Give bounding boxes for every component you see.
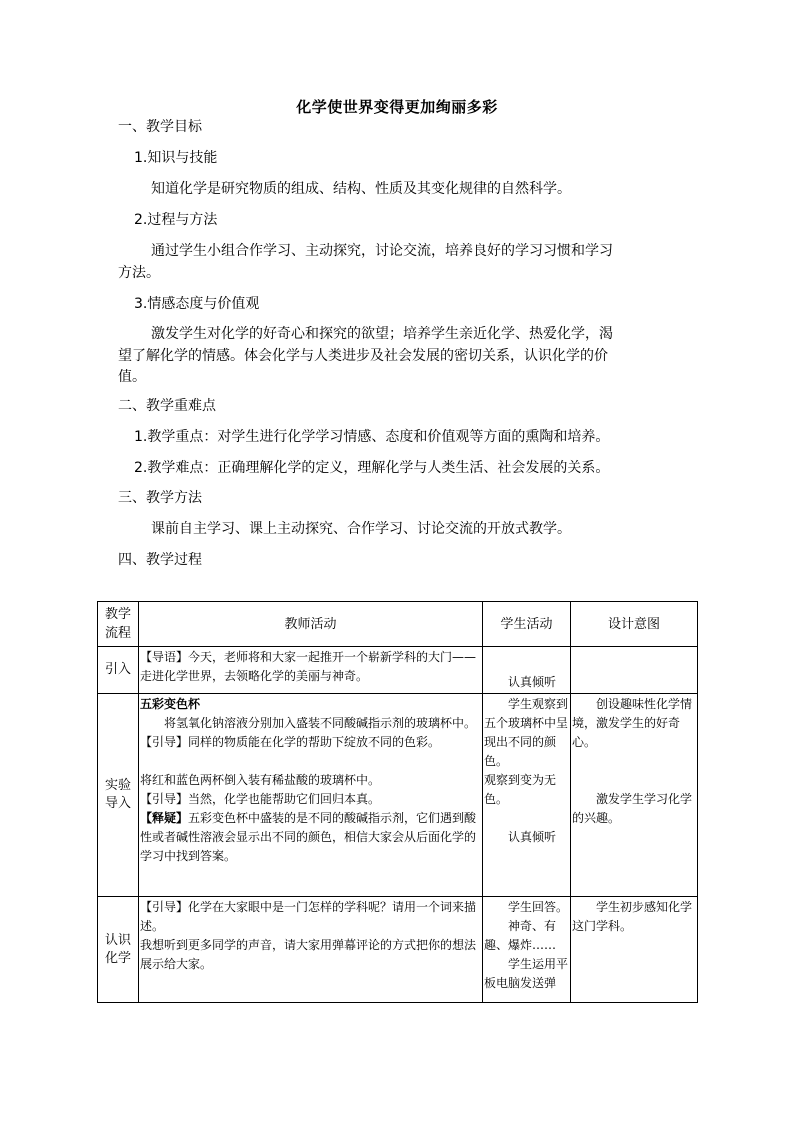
- explanation-text: 五彩变色杯中盛装的是不同的酸碱指示剂，它们遇到酸性或者碱性溶液会显示出不同的颜色，相信大家会从后面化学的学习中找到答案。: [140, 811, 477, 863]
- experiment-title: 五彩变色杯: [140, 697, 201, 711]
- section-heading-objectives: 一、教学目标: [118, 119, 202, 135]
- student-activity-experiment: [483, 694, 571, 897]
- experiment-student-listen: 认真倾听: [508, 830, 557, 844]
- subheading-process: 2.过程与方法: [134, 212, 218, 228]
- paragraph-attitude-line2: 望了解化学的情感。体会化学与人类进步及社会发展的密切关系，认识化学的价: [118, 348, 608, 364]
- paragraph-attitude-line3: 值。: [118, 369, 146, 385]
- table-row: [98, 897, 698, 1003]
- experiment-student-colorless: 观察到变为无色。: [484, 773, 557, 806]
- experiment-step-2: 将红和蓝色两杯倒入装有稀盐酸的玻璃杯中。: [140, 773, 381, 787]
- experiment-guide-1: 【引导】同样的物质能在化学的帮助下绽放不同的色彩。: [140, 735, 441, 749]
- header-student-activity: 学生活动: [483, 602, 571, 647]
- teacher-activity-experiment: [139, 694, 483, 897]
- paragraph-attitude-line1: 激发学生对化学的好奇心和探究的欲望；培养学生亲近化学、热爱化学，渴: [151, 326, 613, 342]
- subheading-attitude: 3.情感态度与价值观: [134, 296, 260, 312]
- stage-know-chemistry: 认识化学: [98, 897, 139, 1003]
- keypoint-difficulty: 2.教学难点：正确理解化学的定义，理解化学与人类生活、社会发展的关系。: [134, 460, 610, 476]
- section-heading-methods: 三、教学方法: [118, 490, 202, 506]
- know-student-words: 神奇、有趣、爆炸……: [484, 919, 557, 952]
- know-barrage-prompt: 我想听到更多同学的声音，请大家用弹幕评论的方式把你的想法展示给大家。: [140, 938, 477, 971]
- know-guide: 【引导】化学在大家眼中是一门怎样的学科呢？请用一个词来描述。: [140, 900, 477, 933]
- section-heading-process: 四、教学过程: [118, 552, 202, 568]
- experiment-intent-2: 激发学生学习化学的兴趣。: [572, 792, 693, 825]
- design-intent-intro: [571, 647, 698, 694]
- paragraph-knowledge: 知道化学是研究物质的组成、结构、性质及其变化规律的自然科学。: [151, 181, 571, 197]
- design-intent-experiment: [571, 694, 698, 897]
- keypoint-focus: 1.教学重点：对学生进行化学学习情感、态度和价值观等方面的熏陶和培养。: [134, 429, 610, 445]
- know-student-tablet: 学生运用平板电脑发送弹: [484, 957, 569, 990]
- experiment-guide-2: 【引导】当然，化学也能帮助它们回归本真。: [140, 792, 381, 806]
- student-activity-know: [483, 897, 571, 1003]
- experiment-student-observe: 学生观察到五个玻璃杯中呈现出不同的颜色。: [484, 697, 569, 768]
- paragraph-process-line1: 通过学生小组合作学习、主动探究，讨论交流，培养良好的学习习惯和学习: [151, 243, 613, 259]
- student-activity-intro: [483, 647, 571, 694]
- table-header-row: [98, 602, 698, 647]
- header-teacher-activity: 教师活动: [139, 602, 483, 647]
- experiment-step-1: 将氢氧化钠溶液分别加入盛装不同酸碱指示剂的玻璃杯中。: [164, 716, 477, 730]
- experiment-intent-1: 创设趣味性化学情境，激发学生的好奇心。: [572, 697, 693, 749]
- section-heading-keypoints: 二、教学重难点: [118, 398, 216, 414]
- subheading-knowledge: 1.知识与技能: [134, 150, 218, 166]
- page-title: 化学使世界变得更加绚丽多彩: [296, 98, 498, 116]
- experiment-explanation: [140, 809, 481, 866]
- stage-experiment: 实验导入: [98, 694, 139, 897]
- know-student-answer: 学生回答。: [508, 900, 569, 914]
- paragraph-process-line2: 方法。: [118, 265, 160, 281]
- stage-intro: 引入: [98, 647, 139, 694]
- teaching-process-table: [97, 601, 698, 1003]
- teacher-activity-know: [139, 897, 483, 1003]
- explanation-tag: 【释疑】: [140, 811, 189, 825]
- header-design-intent: 设计意图: [571, 602, 698, 647]
- intro-student-text: 认真倾听: [508, 675, 557, 689]
- paragraph-methods: 课前自主学习、课上主动探究、合作学习、讨论交流的开放式教学。: [151, 521, 571, 537]
- teacher-activity-intro: [139, 647, 483, 694]
- design-intent-know: [571, 897, 698, 1003]
- table-row: [98, 647, 698, 694]
- know-intent: 学生初步感知化学这门学科。: [572, 900, 693, 933]
- table-row: [98, 694, 698, 897]
- header-flow: 教学流程: [98, 602, 139, 647]
- intro-guide-text: 【导语】今天，老师将和大家一起推开一个崭新学科的大门——走进化学世界，去领略化学的美丽与神奇。: [140, 650, 477, 683]
